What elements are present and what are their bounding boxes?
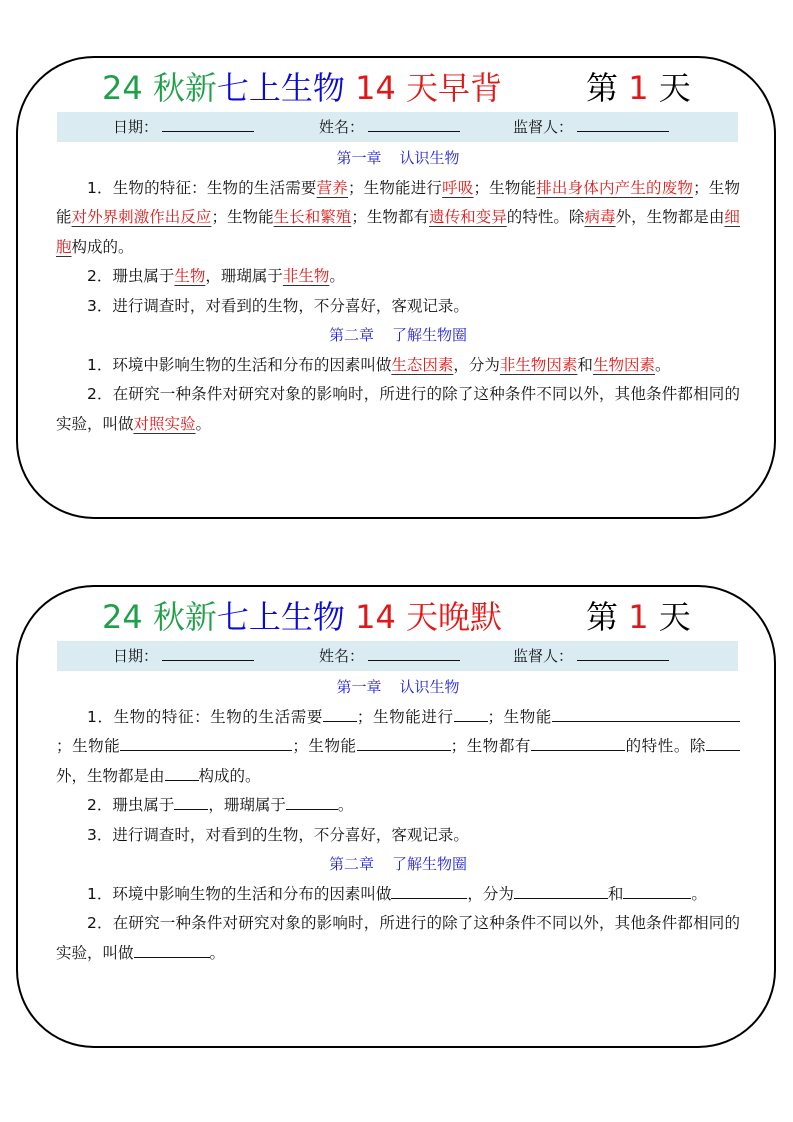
answer: 病毒 (584, 208, 616, 226)
card-title (18, 64, 774, 112)
answer: 排出身体内产生的废物 (536, 178, 694, 197)
fill-blank[interactable] (514, 880, 608, 899)
paragraph: 2．在研究一种条件对研究对象的影响时，所进行的除了这种条件不同以外，其他条件都相同的实验，叫做对照实验。 (56, 385, 740, 433)
fill-blank[interactable] (134, 939, 210, 958)
paragraph: 2．在研究一种条件对研究对象的影响时，所进行的除了这种条件不同以外，其他条件都相同的实验，叫做 。 (56, 914, 740, 962)
fill-blank[interactable] (286, 791, 338, 810)
paragraph: 2．珊虫属于生物，珊瑚属于非生物。 (87, 267, 345, 285)
day-counter: 第 1 天 (586, 598, 691, 636)
paragraph: 1．环境中影响生物的生活和分布的因素叫做生态因素，分为非生物因素和生物因素。 (87, 355, 671, 374)
chapter-heading: 第一章 认识生物 (336, 149, 460, 167)
paragraph: 2．珊虫属于 ，珊瑚属于 。 (56, 791, 740, 821)
chapter-heading: 第二章 了解生物圈 (328, 855, 468, 873)
day-counter: 第 1 天 (586, 69, 691, 107)
date-field[interactable]: 日期： (113, 112, 254, 142)
card-title (18, 593, 774, 641)
card-body (56, 673, 740, 968)
answer: 非生物因素 (499, 355, 578, 374)
answer: 生物因素 (592, 355, 655, 374)
chapter-heading: 第二章 了解生物圈 (328, 326, 468, 344)
paragraph: 1．生物的特征：生物的生活需要 ；生物能进行 ；生物能；生物能 ；生物能 ；生物都有 的特性。除外，生物都是由 构成的。 (56, 703, 740, 792)
answer: 对外界刺激作出反应 (71, 208, 212, 226)
paragraph: 1．环境中影响生物的生活和分布的因素叫做 ，分为 和 。 (56, 880, 740, 910)
evening-dictation-card (16, 585, 776, 1048)
answer: 营养 (316, 178, 348, 197)
answer: 生长和繁殖 (273, 208, 352, 226)
name-field[interactable]: 姓名： (319, 112, 460, 142)
answer: 非生物 (282, 267, 330, 285)
info-bar (57, 641, 738, 671)
answer: 生物 (174, 267, 206, 285)
date-field[interactable]: 日期： (113, 641, 254, 671)
title-main: 24 秋新七上生物 14 天晚默 (102, 598, 502, 636)
fill-blank[interactable] (531, 732, 625, 751)
fill-blank[interactable] (552, 703, 664, 722)
fill-blank[interactable] (165, 762, 199, 781)
fill-blank[interactable] (706, 732, 740, 751)
fill-blank[interactable] (323, 703, 357, 722)
supervisor-field[interactable]: 监督人： (513, 112, 669, 142)
title-main: 24 秋新七上生物 14 天早背 (102, 69, 502, 107)
paragraph: 3．进行调查时，对看到的生物，不分喜好，客观记录。 (87, 825, 469, 844)
fill-blank[interactable] (664, 703, 740, 722)
answer: 细胞 (56, 208, 740, 256)
fill-blank[interactable] (454, 703, 488, 722)
morning-recitation-card (16, 56, 776, 519)
chapter-heading: 第一章 认识生物 (336, 678, 460, 696)
info-bar (57, 112, 738, 142)
paragraph: 1．生物的特征：生物的生活需要营养；生物能进行呼吸；生物能排出身体内产生的废物；生物能对外界刺激作出反应；生物能生长和繁殖；生物都有遗传和变异的特性。除病毒外，生物都是由细胞构成的。 (56, 178, 740, 256)
fill-blank[interactable] (623, 880, 657, 899)
fill-blank[interactable] (174, 791, 208, 810)
answer: 呼吸 (442, 178, 474, 197)
answer: 遗传和变异 (429, 208, 507, 226)
answer: 对照实验 (133, 414, 196, 433)
answer: 生态因素 (391, 355, 454, 374)
paragraph: 3．进行调查时，对看到的生物，不分喜好，客观记录。 (87, 296, 469, 315)
card-body (56, 144, 740, 439)
fill-blank[interactable] (120, 732, 292, 751)
fill-blank[interactable] (657, 880, 691, 899)
fill-blank[interactable] (357, 732, 451, 751)
supervisor-field[interactable]: 监督人： (513, 641, 669, 671)
fill-blank[interactable] (391, 880, 467, 899)
name-field[interactable]: 姓名： (319, 641, 460, 671)
